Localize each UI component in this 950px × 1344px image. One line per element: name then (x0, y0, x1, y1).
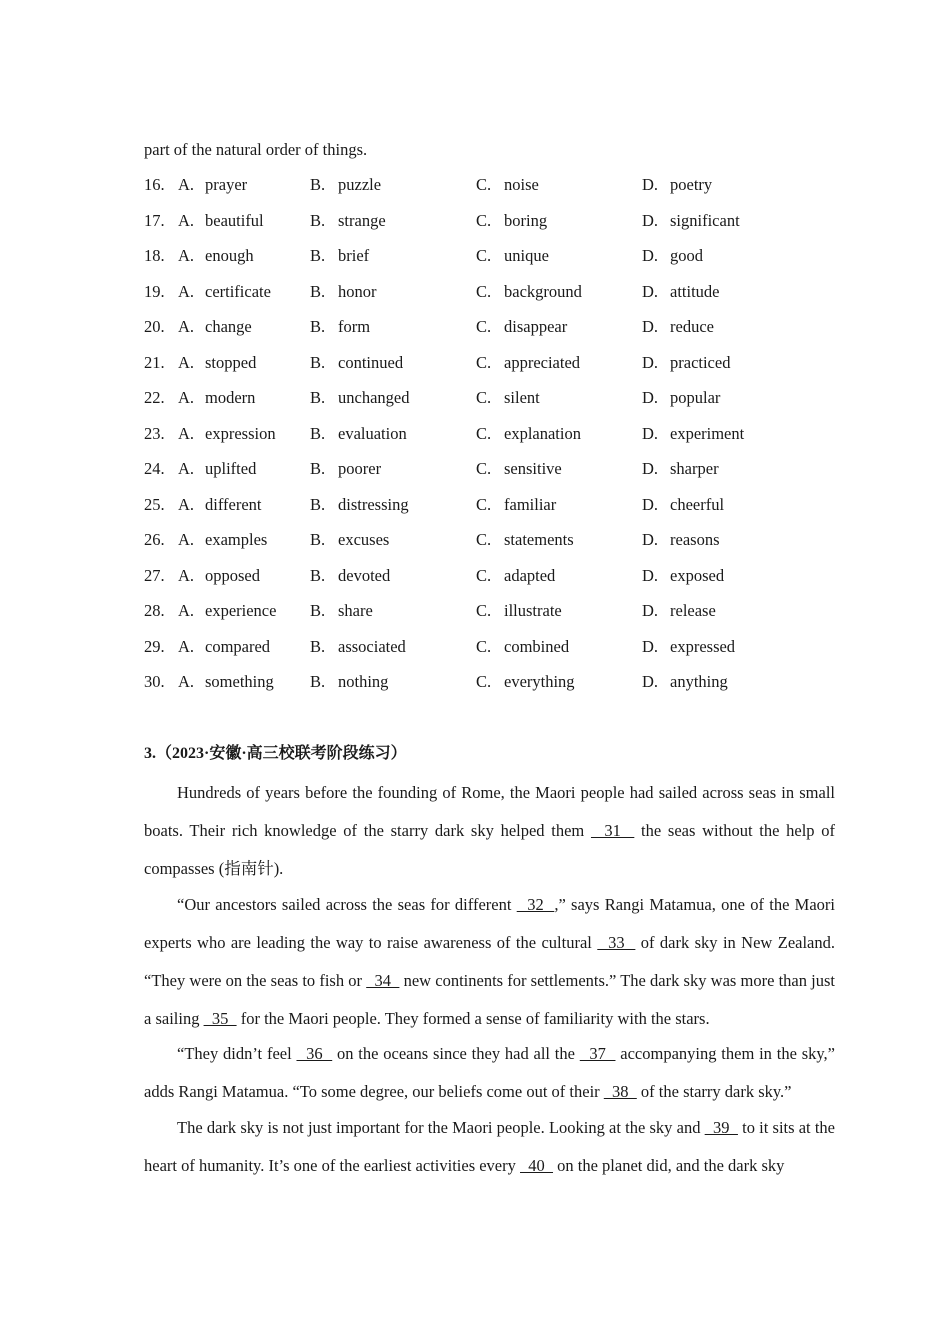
option-text: explanation (504, 423, 581, 443)
option-a (178, 211, 264, 231)
option-text: disappear (504, 317, 568, 336)
blank-39: 39 (704, 1117, 738, 1137)
question-number: 26. (144, 530, 165, 549)
option-letter: A. (178, 423, 195, 443)
text-run: of dark sky in New Zealand. “They were on the seas to fish or (144, 932, 835, 990)
option-b (310, 282, 377, 302)
option-c (476, 530, 574, 550)
option-letter: B. (310, 246, 326, 265)
option-text: noise (504, 175, 539, 194)
question-number: 16. (144, 175, 165, 194)
question-row (144, 246, 844, 282)
question-number: 30. (144, 672, 165, 691)
option-letter: B. (310, 494, 326, 514)
question-number: 18. (144, 246, 165, 265)
blank-38: 38 (603, 1082, 637, 1101)
option-text: significant (670, 210, 740, 230)
option-a (178, 282, 271, 302)
text-run: Hundreds of years before the founding of Rome, the Maori people had sailed across seas in small boats. Their rich knowledge of the starry dark sky helped them (144, 783, 835, 840)
option-a (178, 317, 252, 337)
option-text: expressed (670, 636, 736, 656)
option-text: everything (504, 672, 575, 691)
option-b (310, 246, 369, 266)
option-text: practiced (670, 352, 731, 372)
option-c (476, 424, 581, 444)
question-row (144, 495, 844, 531)
option-letter: D. (642, 352, 659, 372)
option-text: change (205, 317, 252, 336)
option-text: appreciated (504, 352, 581, 372)
option-letter: A. (178, 246, 195, 265)
options-list (144, 175, 844, 708)
option-b (310, 459, 381, 479)
option-text: associated (338, 636, 406, 656)
option-text: familiar (504, 494, 557, 514)
option-c (476, 566, 555, 586)
option-letter: C. (476, 175, 492, 194)
option-c (476, 459, 562, 479)
intro-line: part of the natural order of things. (144, 140, 368, 159)
option-text: brief (338, 246, 370, 265)
option-text: sharper (670, 459, 719, 478)
option-letter: B. (310, 317, 326, 336)
paragraph-1 (144, 774, 835, 888)
option-d (642, 388, 720, 408)
blank-36: 36 (296, 1044, 333, 1063)
option-text: puzzle (338, 175, 382, 194)
question-number: 20. (144, 317, 165, 336)
blank-40: 40 (520, 1155, 554, 1175)
question-row (144, 317, 844, 353)
option-c (476, 637, 569, 657)
option-text: devoted (338, 565, 391, 585)
option-letter: D. (642, 281, 659, 301)
option-text: certificate (205, 281, 271, 301)
question-row (144, 530, 844, 566)
option-d (642, 211, 740, 231)
option-text: opposed (205, 565, 260, 585)
option-letter: D. (642, 530, 659, 549)
text-run: new continents for settlements.” The dark sky was more than just a sailing (144, 970, 835, 1028)
section-heading: 3.（2023·安徽·高三校联考阶段练习） (144, 745, 407, 762)
blank-31: 31 (590, 821, 635, 840)
option-b (310, 317, 370, 337)
option-text: modern (205, 388, 256, 407)
question-row (144, 566, 844, 602)
option-text: honor (338, 281, 377, 301)
option-b (310, 353, 403, 373)
option-b (310, 424, 407, 444)
option-letter: D. (642, 388, 659, 407)
option-c (476, 353, 580, 373)
option-text: experience (205, 601, 277, 620)
option-text: exposed (670, 565, 725, 585)
option-letter: C. (476, 636, 492, 656)
paragraph-3 (144, 1035, 835, 1111)
option-letter: A. (178, 352, 195, 372)
option-text: examples (205, 530, 268, 549)
option-text: poorer (338, 459, 382, 478)
text-run: of the starry dark sky.” (636, 1082, 792, 1101)
option-c (476, 211, 547, 231)
option-d (642, 530, 719, 550)
option-text: unique (504, 246, 549, 265)
option-c (476, 175, 539, 195)
option-b (310, 388, 409, 408)
option-text: compared (205, 636, 271, 656)
option-text: experiment (670, 423, 745, 443)
option-d (642, 317, 714, 337)
option-d (642, 495, 724, 515)
option-text: boring (504, 210, 548, 230)
option-letter: A. (178, 530, 195, 549)
option-text: evaluation (338, 423, 407, 443)
blank-34: 34 (366, 970, 400, 990)
option-letter: C. (476, 423, 492, 443)
option-d (642, 246, 703, 266)
option-text: unchanged (338, 388, 410, 407)
option-d (642, 601, 716, 621)
option-text: something (205, 672, 274, 691)
option-letter: D. (642, 601, 659, 620)
option-letter: C. (476, 281, 492, 301)
option-letter: A. (178, 565, 195, 585)
option-letter: C. (476, 388, 492, 407)
question-number: 24. (144, 459, 165, 478)
option-letter: B. (310, 388, 326, 407)
option-letter: C. (476, 246, 492, 265)
option-b (310, 530, 389, 550)
option-c (476, 495, 556, 515)
text-run: “Our ancestors sailed across the seas for different (177, 894, 517, 914)
option-a (178, 601, 276, 621)
option-b (310, 175, 381, 195)
question-row (144, 601, 844, 637)
option-letter: C. (476, 601, 492, 620)
option-text: anything (670, 672, 728, 691)
option-c (476, 388, 540, 408)
option-text: good (670, 246, 703, 265)
blank-35: 35 (203, 1008, 237, 1028)
option-letter: D. (642, 494, 659, 514)
option-letter: A. (178, 210, 195, 230)
option-letter: D. (642, 636, 659, 656)
option-letter: B. (310, 530, 326, 549)
option-a (178, 353, 256, 373)
option-text: share (338, 601, 373, 620)
option-a (178, 530, 267, 550)
option-a (178, 388, 255, 408)
question-number: 22. (144, 388, 165, 407)
option-text: background (504, 281, 582, 301)
option-letter: D. (642, 459, 659, 478)
option-letter: A. (178, 601, 195, 620)
option-c (476, 317, 567, 337)
option-text: attitude (670, 281, 720, 301)
option-text: illustrate (504, 601, 562, 620)
option-text: sensitive (504, 459, 562, 478)
option-c (476, 246, 549, 266)
option-b (310, 211, 386, 231)
option-letter: A. (178, 388, 195, 407)
option-text: different (205, 494, 262, 514)
option-text: expression (205, 423, 276, 443)
option-text: reduce (670, 317, 714, 336)
option-text: adapted (504, 565, 556, 585)
option-text: distressing (338, 494, 409, 514)
blank-32: 32 (516, 894, 555, 914)
question-row (144, 353, 844, 389)
option-d (642, 566, 724, 586)
passage (144, 774, 835, 1182)
text-run: accompanying them in the sky,” adds Rangi Matamua. “To some degree, our beliefs come out of their (144, 1044, 835, 1101)
option-letter: B. (310, 636, 326, 656)
option-letter: C. (476, 565, 492, 585)
text-run: to it sits at the heart of humanity. It’s one of the earliest activities every (144, 1117, 835, 1175)
option-letter: A. (178, 317, 195, 336)
option-text: cheerful (670, 494, 725, 514)
question-row (144, 637, 844, 673)
option-letter: A. (178, 281, 195, 301)
question-row (144, 388, 844, 424)
option-letter: B. (310, 175, 326, 194)
question-number: 19. (144, 281, 165, 301)
option-a (178, 637, 270, 657)
option-text: silent (504, 388, 540, 407)
question-row (144, 459, 844, 495)
option-letter: C. (476, 530, 492, 549)
option-letter: B. (310, 565, 326, 585)
option-text: excuses (338, 530, 390, 549)
option-letter: A. (178, 672, 195, 691)
option-letter: D. (642, 246, 659, 265)
option-letter: A. (178, 636, 195, 656)
option-letter: C. (476, 494, 492, 514)
option-letter: D. (642, 672, 659, 691)
question-number: 23. (144, 423, 165, 443)
text-run: The dark sky is not just important for the Maori people. Looking at the sky and (177, 1117, 705, 1137)
option-a (178, 495, 262, 515)
option-text: nothing (338, 672, 389, 691)
option-d (642, 424, 744, 444)
option-c (476, 601, 562, 621)
option-text: reasons (670, 530, 720, 549)
option-a (178, 459, 256, 479)
option-text: release (670, 601, 716, 620)
option-b (310, 566, 390, 586)
option-d (642, 637, 735, 657)
question-row (144, 672, 844, 708)
text-run: on the oceans since they had all the (332, 1044, 580, 1063)
option-letter: B. (310, 459, 326, 478)
option-text: form (338, 317, 371, 336)
option-text: beautiful (205, 210, 264, 230)
text-run: the seas without the help of compasses (指南针). (144, 821, 835, 878)
option-letter: A. (178, 175, 195, 194)
option-d (642, 672, 728, 692)
text-run: for the Maori people. They formed a sense of familiarity with the stars. (236, 1008, 710, 1028)
paragraph-2 (144, 886, 835, 1038)
option-letter: D. (642, 565, 659, 585)
option-c (476, 282, 582, 302)
option-text: combined (504, 636, 570, 656)
question-number: 17. (144, 210, 165, 230)
option-a (178, 175, 247, 195)
option-letter: B. (310, 423, 326, 443)
option-letter: D. (642, 210, 659, 230)
option-b (310, 672, 388, 692)
option-d (642, 353, 730, 373)
option-letter: D. (642, 423, 659, 443)
option-letter: C. (476, 459, 492, 478)
option-letter: A. (178, 459, 195, 478)
option-b (310, 637, 406, 657)
option-letter: B. (310, 601, 326, 620)
option-letter: B. (310, 672, 326, 691)
option-text: continued (338, 352, 404, 372)
option-text: strange (338, 210, 386, 230)
option-letter: B. (310, 352, 326, 372)
question-number: 25. (144, 494, 165, 514)
option-text: enough (205, 246, 254, 265)
option-text: popular (670, 388, 721, 407)
question-row (144, 424, 844, 460)
option-letter: C. (476, 672, 492, 691)
option-text: uplifted (205, 459, 257, 478)
option-letter: D. (642, 317, 659, 336)
question-number: 21. (144, 352, 165, 372)
option-b (310, 495, 409, 515)
option-letter: C. (476, 317, 492, 336)
option-text: prayer (205, 175, 248, 194)
option-d (642, 175, 712, 195)
option-text: statements (504, 530, 574, 549)
option-a (178, 566, 260, 586)
option-d (642, 282, 719, 302)
option-text: poetry (670, 175, 713, 194)
option-a (178, 246, 254, 266)
question-number: 27. (144, 565, 165, 585)
question-number: 28. (144, 601, 165, 620)
option-c (476, 672, 575, 692)
option-d (642, 459, 719, 479)
question-row (144, 282, 844, 318)
option-a (178, 424, 276, 444)
text-run: ,” says Rangi Matamua, one of the Maori experts who are leading the way to raise awareness of the cultural (144, 894, 836, 952)
paragraph-4 (144, 1109, 835, 1185)
option-letter: A. (178, 494, 195, 514)
question-row (144, 175, 844, 211)
option-b (310, 601, 373, 621)
blank-37: 37 (579, 1044, 616, 1063)
option-letter: C. (476, 210, 492, 230)
blank-33: 33 (597, 932, 636, 952)
option-letter: B. (310, 281, 326, 301)
question-number: 29. (144, 636, 165, 656)
text-run: “They didn’t feel (177, 1044, 297, 1063)
text-run: on the planet did, and the dark sky (553, 1155, 785, 1175)
option-letter: B. (310, 210, 326, 230)
option-letter: C. (476, 352, 492, 372)
option-a (178, 672, 274, 692)
question-row (144, 211, 844, 247)
option-letter: D. (642, 175, 659, 194)
option-text: stopped (205, 352, 257, 372)
